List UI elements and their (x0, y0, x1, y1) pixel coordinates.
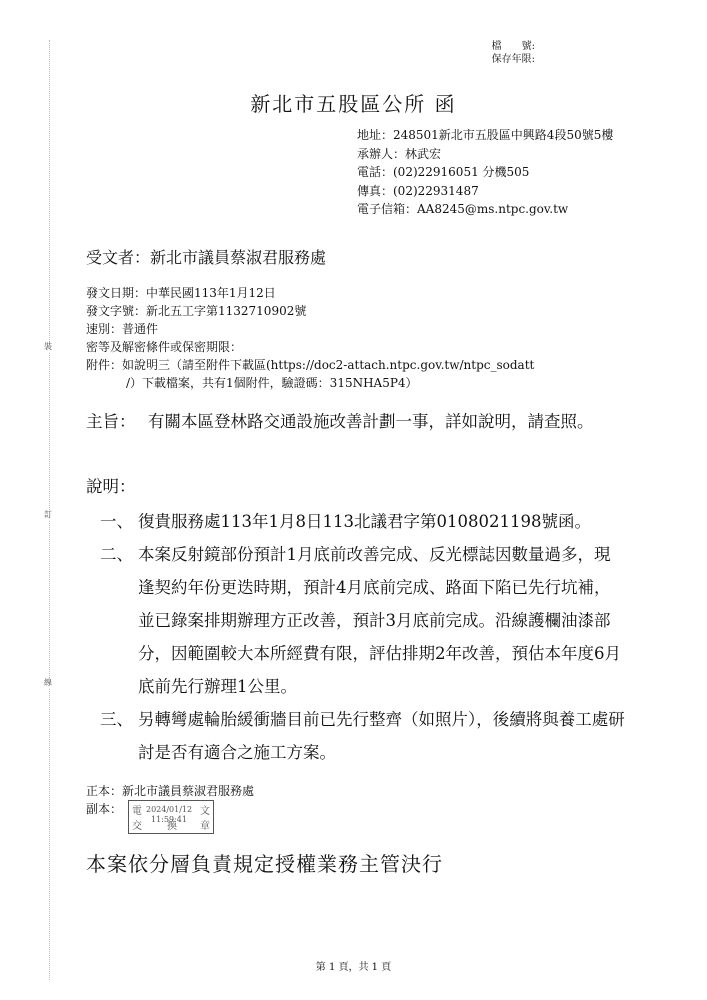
sender-info (357, 126, 632, 219)
sender-phone: 電話：(02)22916051 分機505 (357, 165, 530, 179)
stamp-char: 電 (132, 806, 142, 817)
stamp-char: 文 (200, 806, 210, 817)
stamp-char: 交 (132, 821, 142, 832)
secrecy-info: 密等及解密條件或保密期限： (86, 340, 243, 354)
attachment-line: 附件：如說明三（請至附件下載區(https://doc2-attach.ntpc.gov.tw/ntpc_sodatt (86, 358, 535, 372)
item-number: 一、 (100, 512, 133, 531)
electronic-exchange-stamp (128, 800, 214, 834)
original-recipient: 正本：新北市議員蔡淑君服務處 (86, 784, 255, 798)
explanation-item (100, 703, 625, 769)
page-number: 第 1 頁，共 1 頁 (315, 962, 392, 973)
item-text: 本案反射鏡部份預計1月底前改善完成、反光標誌因數量過多，現逢契約年份更迭時期，預計4月底前完成、路面下陷已先行坑補，並已錄案排期辦理方正改善，預計3月底前完成。沿線護欄油漆部分，因範圍較大本所經費有限，評估排期2年改善，預估本年度6月底前先行辦理1公里。 (138, 545, 621, 696)
explanation-item (100, 505, 625, 538)
stamp-char: 換 (167, 821, 177, 832)
sender-officer: 承辦人：林武宏 (357, 146, 442, 161)
binding-mark: 裝 (44, 342, 52, 351)
binding-mark: 訂 (44, 510, 52, 519)
sender-email: 電子信箱：AA8245@ms.ntpc.gov.tw (357, 202, 569, 216)
attachment-line: /）下載檔案，共有1個附件，驗證碼：315NHA5P4） (126, 376, 418, 390)
recipient: 受文者：新北市議員蔡淑君服務處 (86, 248, 327, 267)
issue-date: 發文日期：中華民國113年1月12日 (86, 286, 276, 300)
item-text: 另轉彎處輪胎緩衝牆目前已先行整齊（如照片），後續將與養工處研討是否有適合之施工方案。 (138, 710, 625, 762)
item-number: 二、 (100, 545, 133, 564)
explanation-label: 說明： (86, 477, 136, 496)
document-meta (86, 284, 626, 392)
subject-label: 主旨： (86, 412, 136, 431)
explanation-list (100, 505, 625, 769)
file-number-label: 檔 號: (491, 41, 535, 52)
document-number: 發文字號：新北五工字第1132710902號 (86, 304, 307, 318)
subject (86, 405, 626, 438)
subject-text: 有關本區登林路交通設施改善計劃一事，詳如說明，請查照。 (148, 412, 594, 431)
file-info (492, 40, 535, 66)
copy-label: 副本： (86, 802, 123, 816)
document-title: 新北市五股區公所 函 (250, 92, 457, 116)
stamp-date: 2024/01/12 (146, 805, 193, 814)
authority-statement: 本案依分層負責規定授權業務主管決行 (86, 852, 443, 876)
binding-mark: 線 (44, 678, 52, 687)
retention-label: 保存年限: (491, 54, 535, 65)
item-text: 復貴服務處113年1月8日113北議君字第0108021198號函。 (138, 512, 591, 531)
explanation-item (100, 538, 625, 703)
stamp-time: 11:59:41 (151, 815, 187, 824)
speed-class: 速別：普通件 (86, 322, 159, 336)
stamp-char: 章 (200, 821, 210, 832)
sender-fax: 傳真：(02)22931487 (357, 183, 479, 198)
item-number: 三、 (100, 710, 133, 729)
sender-address: 地址：248501新北市五股區中興路4段50號5樓 (357, 128, 614, 142)
